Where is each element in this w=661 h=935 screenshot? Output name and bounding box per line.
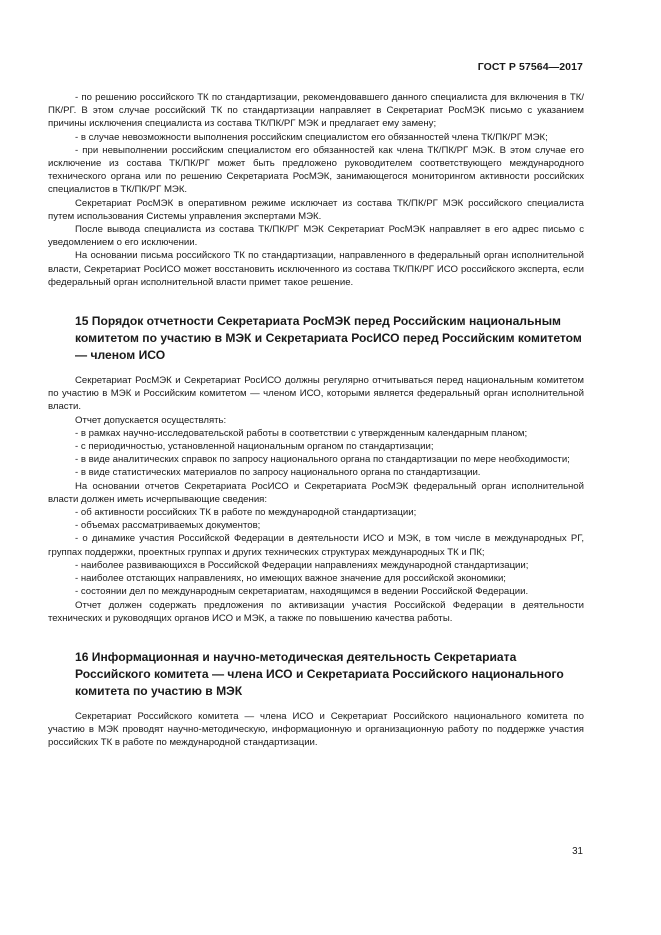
list-item: - в рамках научно-исследовательской работы в соответствии с утвержденным календарным планом; bbox=[75, 427, 528, 439]
paragraph: На основании письма российского ТК по стандартизации, направленного в федеральный орган исполнительной власти, Секретариат РосИСО может восстановить исключенного из состава ТК/ПК/РГ ИСО российского эксперта, если федеральный орган исполнительной власти примет такое решение. bbox=[48, 250, 584, 288]
paragraph: Секретариат Российского комитета — члена ИСО и Секретариат Российского национального комитета по участию в МЭК проводят научно-методическую, информационную и организационную работу по поддержке участия российских ТК в работе по международной стандартизации. bbox=[48, 710, 584, 749]
paragraph: Секретариат РосМЭК и Секретариат РосИСО должны регулярно отчитываться перед национальным комитетом по участию в МЭК и Российским комитетом — членом ИСО, которыми является федеральный орган исполнительной власти. bbox=[48, 375, 584, 413]
paragraph: - в случае невозможности выполнения российским специалистом его обязанностей члена ТК/ПК/РГ МЭК; bbox=[75, 131, 548, 143]
section-15-heading: 15 Порядок отчетности Секретариата РосМЭК перед Российским национальным комитетом по участию в МЭК и Секретариата РосИСО перед Российским комитетом — членом ИСО bbox=[75, 314, 582, 363]
page-number: 31 bbox=[572, 846, 583, 857]
paragraph: Секретариат РосМЭК в оперативном режиме исключает из состава ТК/ПК/РГ МЭК российского специалиста путем использования Системы управления экспертами МЭК. bbox=[48, 197, 584, 222]
list-item: - с периодичностью, установленной национальным органом по стандартизации; bbox=[75, 441, 434, 453]
paragraph: Отчет допускается осуществлять: bbox=[75, 414, 227, 426]
list-item: - объемах рассматриваемых документов; bbox=[75, 520, 261, 532]
paragraph: На основании отчетов Секретариата РосИСО и Секретариата РосМЭК федеральный орган исполнительной власти должен иметь исчерпывающие сведения: bbox=[48, 480, 584, 505]
paragraph: После вывода специалиста из состава ТК/ПК/РГ МЭК Секретариат РосМЭК направляет в его адрес письмо с уведомлением о его исключении. bbox=[48, 224, 584, 249]
paragraph: - при невыполнении российским специалистом его обязанностей как члена ТК/ПК/РГ МЭК. В этом случае его исключение из состава ТК/ПК/РГ может быть предложено руководителем соответствующего международного технического органа или по решению Секретариата РосМЭК, занимающегося мониторингом активности российских специалистов в ТК/ПК/РГ МЭК. bbox=[48, 144, 584, 196]
paragraph: - по решению российского ТК по стандартизации, рекомендовавшего данного специалиста для включения в ТК/ПК/РГ. В этом случае российский ТК по стандартизации направляет в Секретариат РосМЭК письмо с указанием причины исключения специалиста из состава ТК/ПК/РГ МЭК и предлагает ему замену; bbox=[48, 92, 584, 130]
list-item: - наиболее отстающих направлениях, но имеющих важное значение для российской экономики; bbox=[75, 573, 506, 585]
list-item: - наиболее развивающихся в Российской Федерации направлениях международной стандартизации; bbox=[75, 559, 529, 571]
list-item: - об активности российских ТК в работе по международной стандартизации; bbox=[75, 507, 417, 519]
standard-number: ГОСТ Р 57564—2017 bbox=[477, 61, 583, 73]
section-16-heading: 16 Информационная и научно-методическая деятельность Секретариата Российского комитета — члена ИСО и Секретариата Российского национального комитета по участию в МЭК bbox=[75, 649, 564, 698]
page-body bbox=[48, 91, 584, 750]
list-item: - состоянии дел по международным секретариатам, находящимся в ведении Российской Федерации. bbox=[75, 586, 529, 598]
list-item: - в виде аналитических справок по запросу национального органа по стандартизации по мере необходимости; bbox=[75, 454, 570, 466]
list-item: - о динамике участия Российской Федерации в деятельности ИСО и МЭК, в том числе в международных РГ, группах поддержки, проектных группах и других технических структурах международных ТК и ПК; bbox=[48, 533, 584, 558]
list-item: - в виде статистических материалов по запросу национального органа по стандартизации. bbox=[75, 467, 481, 479]
paragraph: Отчет должен содержать предложения по активизации участия Российской Федерации в деятельности технических и руководящих органов ИСО и МЭК, а также по повышению качества работы. bbox=[48, 599, 584, 624]
